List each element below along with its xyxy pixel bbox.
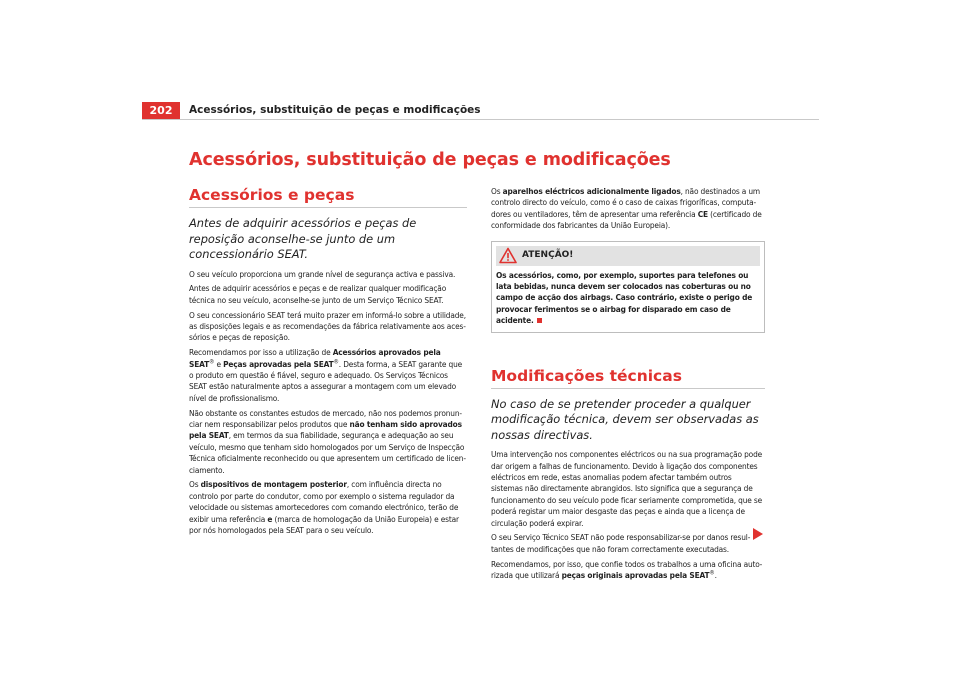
- warning-text: [492, 270, 764, 327]
- next-page-arrow-icon[interactable]: [752, 528, 764, 540]
- text: Não obstante os constantes estudos de mercado, não nos podemos pronunciar nem responsabilizar pelos produtos que: [189, 407, 463, 429]
- paragraph: O seu veículo proporciona um grande nível de segurança activa e passiva.: [189, 268, 456, 279]
- text: Recomendamos, por isso, que confie todos os trabalhos a uma oficina autorizada que utilizará: [491, 558, 763, 580]
- paragraph: [189, 408, 467, 476]
- paragraph: O seu Serviço Técnico SEAT não pode responsabilizar-se por danos resultantes de modificações que não foram correctamente executadas.: [491, 532, 751, 554]
- section-title-accessories: Acessórios e peças: [189, 186, 467, 208]
- text: , em termos da sua fiabilidade, segurança e adequação ao seu veículo, mesmo que tenham sido homologados por um Serviço de Inspecção Técnica oficialmente reconhecido ou que apresentem um certificado de licenciamento.: [189, 430, 467, 475]
- warning-box: [491, 241, 765, 333]
- paragraph: [189, 347, 467, 404]
- warning-label: ATENÇÃO!: [522, 249, 574, 260]
- header-rule: [142, 119, 819, 120]
- paragraph: Uma intervenção nos componentes eléctricos ou na sua programação pode dar origem a falhas de funcionamento. Devido à ligação dos componentes eléctricos em rede, estas anomalias podem afectar também outros sistemas não directamente abrangidos. Isto significa que a segurança de funcionamento do seu veículo pode ficar seriamente comprometida, que se poderá registar um maior desgaste das peças e ainda que a licença de circulação poderá expirar.: [491, 449, 763, 528]
- text: , com influência directa no controlo por parte do condutor, como por exemplo o sistema regulador da velocidade ou sistemas amortecedores com comando electrónico, terão de exibir uma referência: [189, 479, 459, 524]
- text: , não destinados a um controlo directo do veículo, como é o caso de caixas frigoríficas, computadores ou ventiladores, têm de apresentar uma referência: [491, 186, 760, 219]
- text: Recomendamos por isso a utilização de: [189, 347, 333, 358]
- emphasis: dispositivos de montagem posterior: [200, 479, 347, 490]
- registered-mark: ®: [209, 357, 215, 365]
- right-column: [491, 186, 765, 585]
- end-mark-icon: [537, 318, 542, 323]
- text: Os: [189, 479, 201, 490]
- emphasis: Acessórios aprovados pela SEAT: [189, 347, 441, 369]
- emphasis: CE: [697, 208, 708, 219]
- paragraph: O seu concessionário SEAT terá muito prazer em informá-lo sobre a utilidade, as disposições legais e as recomendações da fábrica relativamente aos acessórios e peças de reposição.: [189, 309, 466, 343]
- section-title-technical-modifications: Modificações técnicas: [491, 367, 765, 389]
- emphasis: aparelhos eléctricos adicionalmente ligados: [502, 186, 681, 196]
- section-lead-accessories: Antes de adquirir acessórios e peças de reposição aconselhe-se junto de um concessionário SEAT.: [189, 216, 417, 261]
- chapter-title: Acessórios, substituição de peças e modificações: [189, 150, 671, 170]
- running-header: Acessórios, substituição de peças e modificações: [189, 104, 481, 116]
- warning-triangle-icon: [499, 247, 517, 264]
- paragraph: [491, 559, 765, 582]
- emphasis: e: [267, 513, 273, 524]
- text: (certificado de conformidade dos fabricantes da União Europeia).: [491, 208, 762, 231]
- section-lead-technical-modifications: No caso de se pretender proceder a qualquer modificação técnica, devem ser observadas as nossas directivas.: [491, 396, 759, 442]
- text: e: [214, 358, 224, 369]
- paragraph: [491, 186, 765, 232]
- warning-header: [496, 246, 760, 266]
- emphasis: peças originais aprovadas pela SEAT: [561, 570, 710, 580]
- page-number: 202: [142, 102, 180, 119]
- text: Os: [491, 186, 503, 196]
- registered-mark: ®: [709, 569, 715, 577]
- text: . Desta forma, a SEAT garante que o produto em questão é fiável, seguro e adequado. Os Serviços Técnicos SEAT estão naturalmente aptos a assegurar a montagem com um elevado nível de profissionalismo.: [189, 358, 463, 403]
- registered-mark: ®: [333, 357, 339, 365]
- left-column: [189, 186, 467, 540]
- emphasis: não tenham sido aprovados pela SEAT: [189, 418, 462, 441]
- text: (marca de homologação da União Europeia) e estar por nós homologados pela SEAT para o seu veículo.: [189, 513, 459, 535]
- paragraph: Antes de adquirir acessórios e peças e de realizar qualquer modificação técnica no seu veículo, aconselhe-se junto de um Serviço Técnico SEAT.: [189, 283, 447, 305]
- paragraph: [189, 479, 467, 536]
- emphasis: Peças aprovadas pela SEAT: [223, 358, 334, 369]
- text: Os acessórios, como, por exemplo, suportes para telefones ou lata bebidas, nunca devem ser colocados nas coberturas ou no campo de acção dos airbags. Caso contrário, existe o perigo de provocar ferimentos se o airbag for disparado em caso de acidente.: [496, 269, 753, 326]
- text: .: [714, 570, 717, 580]
